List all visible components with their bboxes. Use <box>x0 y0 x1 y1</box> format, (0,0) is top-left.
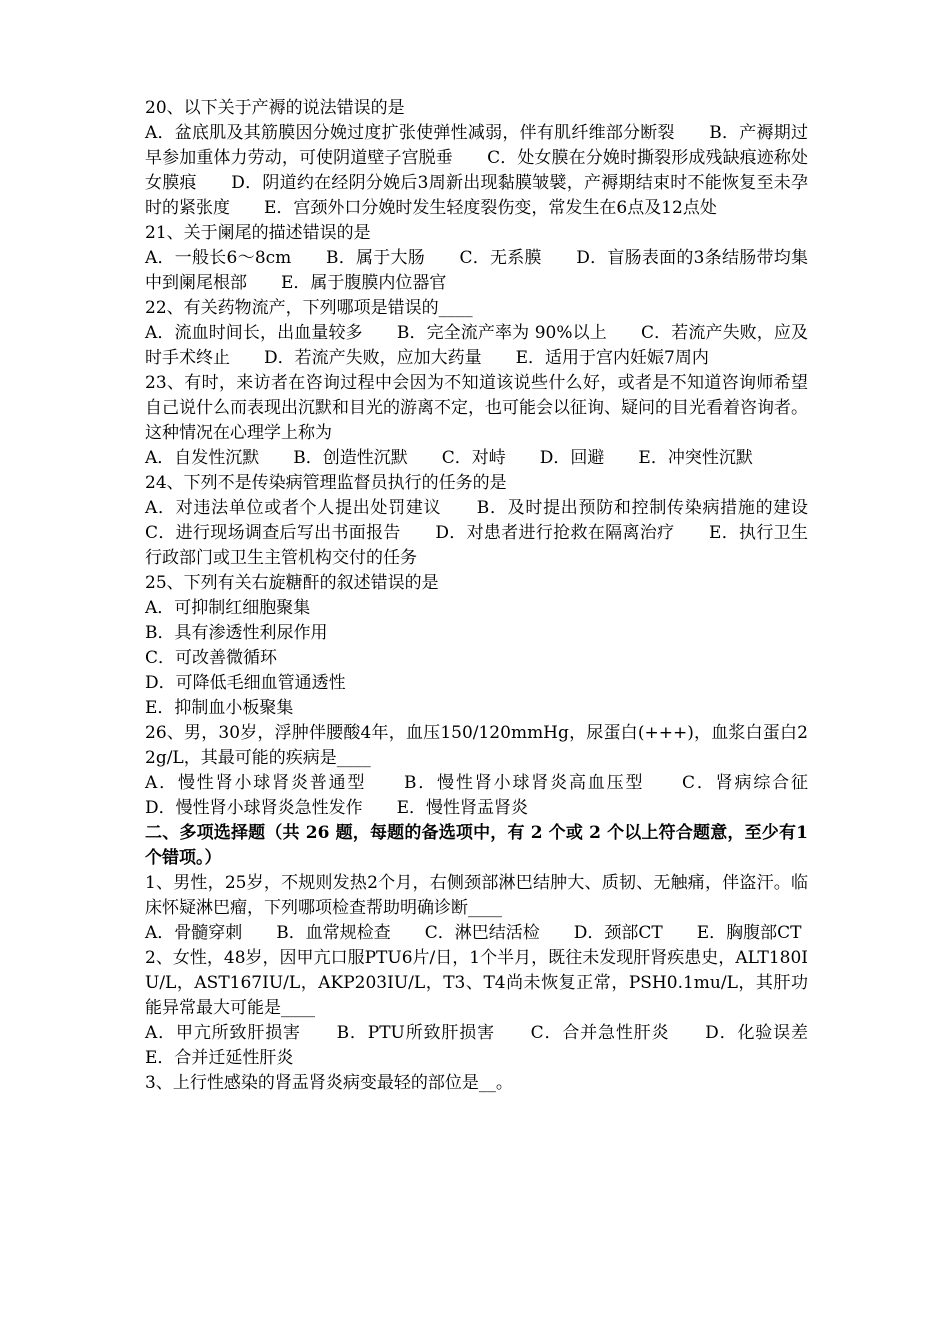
question-24-stem: 24、下列不是传染病管理监督员执行的任务的是 <box>145 473 507 493</box>
question-23-stem: 23、有时，来访者在咨询过程中会因为不知道该说些什么好，或者是不知道咨询师希望自己说什么而表现出沉默和目光的游离不定，也可能会以征询、疑问的目光看着咨询者。这种情况在心理学上称为 <box>145 373 808 443</box>
question-25-option-d: D．可降低毛细血管通透性 <box>145 673 346 693</box>
question-26-stem: 26、男，30岁，浮肿伴腰酸4年，血压150/120mmHg，尿蛋白(+++)，血浆白蛋白22g/L，其最可能的疾病是____ <box>145 723 808 768</box>
question-25-option-e: E．抑制血小板聚集 <box>145 698 294 718</box>
section-heading: 二、多项选择题（共 26 题，每题的备选项中，有 2 个或 2 个以上符合题意，至少有1 个错项。） <box>145 823 808 868</box>
question-23-options: A．自发性沉默 B．创造性沉默 C．对峙 D．回避 E．冲突性沉默 <box>145 448 753 468</box>
question-20-stem: 20、以下关于产褥的说法错误的是 <box>145 98 405 118</box>
question-21-stem: 21、关于阑尾的描述错误的是 <box>145 223 371 243</box>
question-26-options: A．慢性肾小球肾炎普通型 B．慢性肾小球肾炎高血压型 C．肾病综合征 D．慢性肾小球肾炎急性发作 E．慢性肾盂肾炎 <box>145 773 842 818</box>
question-25-option-a: A．可抑制红细胞聚集 <box>145 598 311 618</box>
question-25-option-c: C．可改善微循环 <box>145 648 278 668</box>
question-21-options: A．一般长6～8cm B．属于大肠 C．无系膜 D．盲肠表面的3条结肠带均集中到阑尾根部 E．属于腹膜内位器官 <box>145 248 808 293</box>
question-25-stem: 25、下列有关右旋糖酐的叙述错误的是 <box>145 573 439 593</box>
question-25-option-b: B．具有渗透性利尿作用 <box>145 623 328 643</box>
question-24-options: A．对违法单位或者个人提出处罚建议 B．及时提出预防和控制传染病措施的建设 C．进行现场调查后写出书面报告 D．对患者进行抢救在隔离治疗 E．执行卫生行政部门或卫生主管机构交付的任务 <box>145 498 842 568</box>
question-22-options: A．流血时间长，出血量较多 B．完全流产率为 90%以上 C．若流产失败，应及时手术终止 D．若流产失败，应加大药量 E．适用于宫内妊娠7周内 <box>145 323 808 368</box>
question-20-options: A．盆底肌及其筋膜因分娩过度扩张使弹性减弱，伴有肌纤维部分断裂 B．产褥期过早参加重体力劳动，可使阴道壁子宫脱垂 C．处女膜在分娩时撕裂形成残缺痕迹称处女膜痕 D．阴道约在经阴分娩后3周新出现黏膜皱襞，产褥期结束时不能恢复至未孕时的紧张度 E．宫颈外口分娩时发生轻度裂伤变，常发生在6点及12点处 <box>145 123 808 218</box>
mc-question-1-options: A．骨髓穿刺 B．血常规检查 C．淋巴结活检 D．颈部CT E．胸腹部CT <box>145 923 802 943</box>
mc-question-1-stem: 1、男性，25岁，不规则发热2个月，右侧颈部淋巴结肿大、质韧、无触痛，伴盗汗。临床怀疑淋巴瘤，下列哪项检查帮助明确诊断____ <box>145 873 808 918</box>
mc-question-2-stem: 2、女性，48岁，因甲亢口服PTU6片/日，1个半月，既往未发现肝肾疾患史，ALT180IU/L，AST167IU/L，AKP203IU/L，T3、T4尚未恢复正常，PSH0.1mu/L，其肝功能异常最大可能是____ <box>145 948 808 1018</box>
mc-question-2-options: A．甲亢所致肝损害 B．PTU所致肝损害 C．合并急性肝炎 D．化验误差 E．合并迁延性肝炎 <box>145 1023 842 1068</box>
mc-question-3-stem: 3、上行性感染的肾盂肾炎病变最轻的部位是__。 <box>145 1073 513 1093</box>
question-22-stem: 22、有关药物流产，下列哪项是错误的____ <box>145 298 473 318</box>
